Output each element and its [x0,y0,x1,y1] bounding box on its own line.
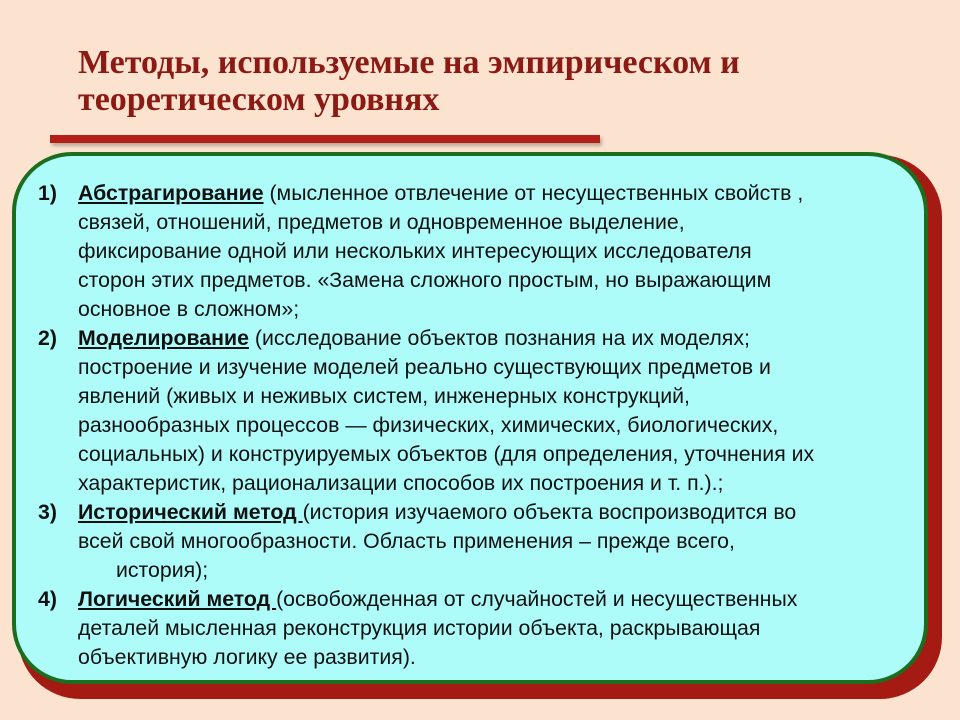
item-text-line: (мысленное отвлечение от несущественных свойств , [263,181,804,205]
list-item-historical-method [38,498,918,585]
item-text-line: (исследование объектов познания на их моделях; [248,326,750,350]
item-number: 4) [38,587,57,611]
item-text-line: характеристик, рационализации способов их построения и т. п.).; [78,471,724,495]
methods-list [38,179,918,672]
item-text-line: разнообразных процессов — физических, химических, биологических, [78,413,779,437]
item-number: 3) [38,500,57,524]
item-text-line: история); [116,558,209,582]
item-text-line: построение и изучение моделей реально существующих предметов и [78,355,771,379]
item-number: 2) [38,326,57,350]
item-text-line: (освобожденная от случайностей и несущественных [276,587,798,611]
list-item-logical-method [38,585,918,672]
item-text-line: сторон этих предметов. «Замена сложного простым, но выражающим [78,268,772,292]
item-text-line: социальных) и конструируемых объектов (для определения, уточнения их [78,442,815,466]
title-underline [50,135,600,143]
item-text-line: фиксирование одной или нескольких интересующих исследователя [78,239,752,263]
item-number: 1) [38,181,57,205]
item-text-line: связей, отношений, предметов и одновременное выделение, [78,210,685,234]
item-term: Логический метод [78,587,277,611]
item-text-line: явлений (живых и неживых систем, инженерных конструкций, [78,384,690,408]
item-term: Исторический метод [78,500,303,524]
title-line-1: Методы, используемые на эмпирическом и [78,44,740,81]
item-text-line: деталей мысленная реконструкция истории объекта, раскрывающая [78,616,761,640]
item-term: Абстрагирование [78,181,264,205]
list-item-abstraction [38,179,918,324]
list-item-modeling [38,324,918,498]
item-text-line: основное в сложном»; [78,297,300,321]
item-text-line: объективную логику ее развития). [78,645,416,669]
item-text-line: всей свой многообразности. Область применения – прежде всего, [78,529,735,553]
page-title [78,44,918,118]
item-term: Моделирование [78,326,249,350]
item-text-line: (история изучаемого объекта воспроизводится во [302,500,797,524]
title-line-2: теоретическом уровнях [78,81,440,118]
